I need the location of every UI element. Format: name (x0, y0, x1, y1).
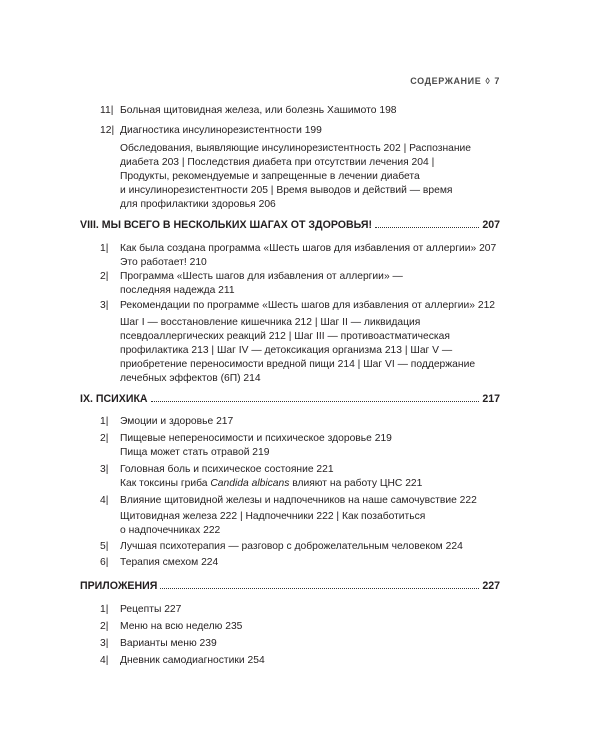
toc-entry-continuation: последняя надежда 211 (120, 285, 235, 296)
toc-entry[interactable]: 6| Терапия смехом 224 (100, 557, 219, 568)
toc-entry-continuation: Это работает! 210 (120, 257, 207, 268)
toc-entry[interactable]: 5| Лучшая психотерапия — разговор с доброжелательным человеком 224 (100, 541, 463, 552)
toc-entry[interactable]: 2| Программа «Шесть шагов для избавления от аллергии» — (100, 271, 403, 282)
toc-entry[interactable]: 11| Больная щитовидная железа, или болезнь Хашимото 198 (100, 105, 397, 116)
dot-leader (160, 578, 479, 589)
chapter-heading-viii[interactable]: VIII. МЫ ВСЕГО В НЕСКОЛЬКИХ ШАГАХ ОТ ЗДОРОВЬЯ! 207 (80, 219, 500, 231)
toc-subentry: Пища может стать отравой 219 (120, 447, 270, 458)
toc-entry[interactable]: 2| Меню на всю неделю 235 (100, 621, 243, 632)
running-head-title: СОДЕРЖАНИЕ (410, 76, 482, 86)
toc-subentry: Как токсины гриба Candida albicans влияют на работу ЦНС 221 (120, 478, 423, 489)
toc-entry[interactable]: 12| Диагностика инсулинорезистентности 199 (100, 125, 322, 136)
toc-subentries: Щитовидная железа 222 | Надпочечники 222 | Как позаботиться о надпочечниках 222 (120, 511, 426, 536)
dot-leader (151, 391, 480, 402)
toc-entry[interactable]: 1| Рецепты 227 (100, 604, 182, 615)
diamond-separator-icon: ◊ (485, 76, 491, 86)
dot-leader (375, 217, 479, 228)
toc-entry[interactable]: 2| Пищевые непереносимости и психическое здоровье 219 (100, 433, 392, 444)
toc-entry[interactable]: 1| Эмоции и здоровье 217 (100, 416, 234, 427)
chapter-heading-appendix[interactable]: ПРИЛОЖЕНИЯ 227 (80, 580, 500, 592)
toc-subentries: Шаг I — восстановление кишечника 212 | Шаг II — ликвидация псевдоаллергических реакций 212 | Шаг III — противоастматическая профилактика 213 | Шаг IV — детоксикация организма 213 | Шаг V — приобретение переносимости вредной пищи 214 | Шаг VI — поддержание лечебных эффектов (6П) 214 (120, 317, 476, 384)
toc-entry[interactable]: 3| Рекомендации по программе «Шесть шагов для избавления от аллергии» 212 (100, 300, 496, 311)
toc-subentries: Обследования, выявляющие инсулинорезистентность 202 | Распознание диабета 203 | Последствия диабета при отсутствии лечения 204 | Продукты, рекомендуемые и запрещенные в лечении диабета и инсулинорезистентности 205 | Время выводов и действий — время для профилактики здоровья 206 (120, 143, 472, 210)
running-head (410, 76, 500, 86)
page-number: 7 (494, 76, 500, 86)
toc-entry[interactable]: 1| Как была создана программа «Шесть шагов для избавления от аллергии» 207 (100, 243, 497, 254)
toc-entry[interactable]: 4| Дневник самодиагностики 254 (100, 655, 265, 666)
chapter-heading-ix[interactable]: IX. ПСИХИКА 217 (80, 393, 500, 405)
toc-entry[interactable]: 3| Варианты меню 239 (100, 638, 217, 649)
toc-entry[interactable]: 3| Головная боль и психическое состояние 221 (100, 464, 334, 475)
toc-entry[interactable]: 4| Влияние щитовидной железы и надпочечников на наше самочувствие 222 (100, 495, 477, 506)
